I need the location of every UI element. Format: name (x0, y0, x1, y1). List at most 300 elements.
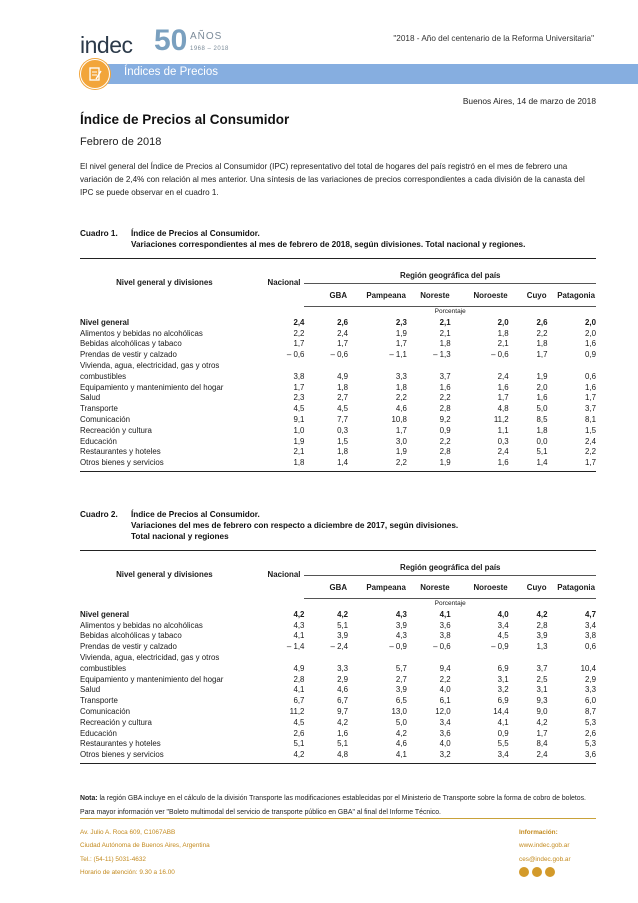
cell-value: 2,2 (293, 328, 305, 338)
col-noreste: Noreste (420, 290, 450, 300)
col-noroeste: Noroeste (473, 582, 508, 592)
cell-value (548, 361, 596, 372)
cell-value: 4,1 (348, 750, 407, 763)
cell-value: 0,9 (497, 728, 509, 738)
cell-value (451, 653, 509, 664)
cell-value: 3,4 (497, 620, 509, 630)
table-row (80, 458, 596, 471)
cell-value (451, 361, 509, 372)
footer-info-label: Información: (519, 829, 558, 836)
cell-value: 4,3 (293, 620, 305, 630)
cell-value: 2,1 (439, 328, 451, 338)
cell-value: 2,4 (293, 317, 305, 327)
cell-value: 3,8 (585, 631, 596, 641)
cell-value: 2,6 (536, 317, 548, 327)
cell-value: 1,8 (337, 382, 349, 392)
cell-value: 0,6 (585, 642, 596, 652)
cell-value: 3,7 (585, 404, 596, 414)
cell-value (348, 653, 407, 664)
cell-value: – 1,3 (433, 350, 451, 360)
cell-value: 2,2 (439, 393, 451, 403)
cell-value: 3,2 (497, 685, 509, 695)
table-row (80, 685, 596, 696)
banner-title: Índices de Precios (124, 66, 218, 78)
col-pampeana: Pampeana (366, 290, 406, 300)
cell-value: 7,7 (337, 414, 349, 424)
cell-value: 5,0 (536, 404, 548, 414)
cell-value: 0,6 (585, 371, 596, 381)
cell-value: 2,0 (585, 328, 596, 338)
cell-value: 3,8 (439, 631, 451, 641)
cell-value: 9,1 (293, 414, 305, 424)
row-label: Alimentos y bebidas no alcohólicas (80, 620, 203, 630)
cell-value: 6,5 (395, 696, 407, 706)
cuadro-2-number: Cuadro 2. (80, 510, 118, 519)
cell-value: 4,1 (439, 609, 451, 619)
cell-value: 4,2 (249, 750, 305, 763)
table-row (80, 404, 596, 415)
total-row (80, 318, 596, 329)
row-label: Prendas de vestir y calzado (80, 642, 177, 652)
cell-value: 2,4 (497, 447, 509, 457)
cell-value: 1,7 (293, 382, 305, 392)
cell-value: 2,8 (439, 447, 451, 457)
footer-web-link[interactable]: www.indec.gob.ar (519, 842, 570, 850)
cell-value: 4,8 (497, 404, 509, 414)
cell-value (304, 361, 348, 372)
cell-value: 10,8 (391, 414, 407, 424)
unit-label: Porcentaje (304, 307, 596, 318)
cell-value: – 1,4 (286, 642, 305, 652)
cuadro-1-caption (80, 228, 596, 250)
footer-email-link[interactable]: ces@indec.gob.ar (519, 855, 571, 863)
facebook-icon[interactable] (545, 867, 555, 877)
cell-value: 2,5 (536, 674, 548, 684)
cell-value: 2,4 (509, 750, 548, 763)
cuadro-2-body (80, 610, 596, 764)
cell-value: 2,1 (497, 339, 509, 349)
cell-value: 1,6 (497, 382, 509, 392)
cell-value: 3,9 (337, 631, 349, 641)
table-row (80, 631, 596, 642)
cell-value (509, 361, 548, 372)
cell-value: – 0,6 (491, 350, 509, 360)
cell-value: 1,6 (585, 339, 596, 349)
cell-value: 2,2 (536, 328, 548, 338)
cuadro-2 (80, 509, 596, 764)
cell-value: 6,1 (439, 696, 451, 706)
cell-value (548, 653, 596, 664)
cell-value: – 0,9 (491, 642, 509, 652)
cell-value: 2,1 (439, 317, 451, 327)
cell-value: 2,4 (497, 371, 509, 381)
row-label: Comunicación (80, 414, 130, 424)
row-label: Vivienda, agua, electricidad, gas y otros (80, 360, 220, 370)
cell-value: 3,3 (585, 685, 596, 695)
row-label: Nivel general (80, 317, 130, 327)
cell-value: – 2,4 (330, 642, 349, 652)
cuadro-1-body (80, 318, 596, 472)
cell-value: 9,2 (439, 414, 451, 424)
table-row (80, 653, 596, 664)
cell-value: 1,6 (585, 382, 596, 392)
cell-value: 2,2 (439, 674, 451, 684)
col-label-header: Nivel general y divisiones (80, 259, 249, 307)
cell-value: 3,7 (439, 371, 451, 381)
row-label: Educación (80, 728, 117, 738)
col-nacional-header: Nacional (249, 259, 305, 307)
cell-value: 8,1 (585, 414, 596, 424)
table-row (80, 718, 596, 729)
table-row (80, 707, 596, 718)
cell-value: 0,3 (497, 436, 509, 446)
cell-value: 2,1 (293, 447, 305, 457)
cell-value: 1,7 (337, 339, 349, 349)
cell-value: 1,8 (497, 328, 509, 338)
cell-value: 0,9 (439, 425, 451, 435)
cell-value: 4,5 (293, 717, 305, 727)
footer-address (80, 826, 210, 880)
cell-value: 8,5 (536, 414, 548, 424)
cuadro-1-title-line2: Variaciones correspondientes al mes de febrero de 2018, según divisiones. Total nacional y regiones. (131, 240, 526, 249)
cell-value: 1,8 (439, 339, 451, 349)
cell-value: 4,5 (337, 404, 349, 414)
cell-value: 11,2 (289, 706, 305, 716)
cell-value: 1,4 (509, 458, 548, 471)
cell-value: 3,4 (439, 717, 451, 727)
cell-value: 1,7 (536, 728, 548, 738)
cell-value: 1,6 (451, 458, 509, 471)
cell-value: – 0,9 (389, 642, 407, 652)
row-label: Otros bienes y servicios (80, 750, 249, 763)
cell-value: 5,1 (293, 739, 305, 749)
cell-value: 4,7 (585, 609, 596, 619)
table-row (80, 729, 596, 740)
cell-value: 11,2 (493, 414, 509, 424)
cell-value: 13,0 (391, 706, 407, 716)
cell-value: 3,3 (337, 663, 349, 673)
cell-value: – 0,6 (330, 350, 349, 360)
col-gba: GBA (329, 582, 348, 592)
row-label: Transporte (80, 696, 118, 706)
col-noroeste: Noroeste (473, 290, 508, 300)
cell-value: 1,9 (293, 436, 305, 446)
cell-value (348, 361, 407, 372)
cell-value (407, 361, 451, 372)
years-label: 1968 – 2018 (190, 46, 229, 52)
cuadro-2-table (80, 550, 596, 764)
cell-value: 3,4 (451, 750, 509, 763)
footer-address-line2: Ciudad Autónoma de Buenos Aires, Argentina (80, 842, 210, 850)
unit-label: Porcentaje (304, 599, 596, 610)
table-row (80, 415, 596, 426)
indec-logo[interactable]: indec (80, 32, 133, 58)
cuadro-1-number: Cuadro 1. (80, 229, 118, 238)
cell-value (407, 653, 451, 664)
cell-value: 2,8 (293, 674, 305, 684)
col-pampeana: Pampeana (366, 582, 406, 592)
cell-value: 1,6 (439, 382, 451, 392)
cuadro-1 (80, 228, 596, 472)
col-nacional-header: Nacional (249, 551, 305, 599)
cell-value: 1,7 (395, 425, 407, 435)
row-label: Salud (80, 685, 101, 695)
col-patagonia: Patagonia (557, 290, 595, 300)
cell-value: 1,4 (304, 458, 348, 471)
cell-value: 6,7 (337, 696, 349, 706)
cell-value: 2,4 (337, 328, 349, 338)
cell-value: 1,7 (585, 393, 596, 403)
cell-value: 2,0 (497, 317, 509, 327)
cell-value: 1,0 (293, 425, 305, 435)
cell-value: 4,2 (395, 728, 407, 738)
col-patagonia: Patagonia (557, 582, 595, 592)
cell-value: 2,2 (395, 393, 407, 403)
col-label-header: Nivel general y divisiones (80, 551, 249, 599)
row-label: Restaurantes y hoteles (80, 739, 161, 749)
cuadro-2-title-line3: Total nacional y regiones (131, 532, 229, 541)
cell-value: 2,6 (585, 728, 596, 738)
cell-value: 1,3 (536, 642, 548, 652)
cell-value: 5,5 (497, 739, 509, 749)
table-row (80, 383, 596, 394)
cell-value: 8,4 (536, 739, 548, 749)
row-label: Alimentos y bebidas no alcohólicas (80, 328, 203, 338)
cell-value: 6,9 (497, 663, 509, 673)
table-row (80, 447, 596, 458)
cell-value: 4,9 (337, 371, 349, 381)
table-row (80, 437, 596, 448)
table-row (80, 664, 596, 675)
table-row (80, 361, 596, 372)
cell-value: 2,6 (293, 728, 305, 738)
table-row (80, 739, 596, 750)
cell-value: 4,5 (293, 404, 305, 414)
footnote (80, 792, 596, 820)
row-label: combustibles (80, 663, 127, 673)
table-row (80, 372, 596, 383)
col-region-header: Región geográfica del país (304, 259, 596, 284)
cell-value: 5,7 (395, 663, 407, 673)
cell-value: 3,0 (395, 436, 407, 446)
cell-value: 4,0 (439, 685, 451, 695)
cell-value: 5,3 (585, 739, 596, 749)
table-row (80, 350, 596, 361)
cell-value: 6,0 (585, 696, 596, 706)
cell-value: 4,6 (337, 685, 349, 695)
cell-value: 1,8 (395, 382, 407, 392)
cell-value: 10,4 (580, 663, 596, 673)
page-title: Índice de Precios al Consumidor (80, 112, 290, 127)
cell-value: – 0,6 (433, 642, 451, 652)
cell-value: 3,8 (293, 371, 305, 381)
table-row (80, 675, 596, 686)
cell-value: 4,0 (497, 609, 509, 619)
cell-value: 3,9 (536, 631, 548, 641)
cell-value: 12,0 (435, 706, 451, 716)
report-date: Buenos Aires, 14 de marzo de 2018 (462, 96, 596, 106)
row-label: Nivel general (80, 609, 130, 619)
footer-address-line1: Av. Julio A. Roca 609, C1067ABB (80, 829, 176, 836)
cuadro-2-title-line1: Índice de Precios al Consumidor. (131, 510, 260, 519)
intro-paragraph: El nivel general del Índice de Precios al Consumidor (IPC) representativo del total de hogares del país registró en el mes de febrero una variación de 2,4% con relación al mes anterior. Una síntesis de las variaciones de precios correspondientes a cada división de la canasta del IPC se puede observar en el cuadro 1. (80, 162, 585, 197)
table-row (80, 329, 596, 340)
table-row (80, 426, 596, 437)
twitter-icon[interactable] (519, 867, 529, 877)
cell-value: 5,0 (395, 717, 407, 727)
cell-value: 5,1 (337, 739, 349, 749)
row-label: Equipamiento y mantenimiento del hogar (80, 382, 224, 392)
cell-value: 3,1 (536, 685, 548, 695)
cell-value: 2,4 (585, 436, 596, 446)
cell-value: 3,7 (536, 663, 548, 673)
cell-value: 2,9 (337, 674, 349, 684)
cell-value: 3,1 (497, 674, 509, 684)
cell-value (304, 653, 348, 664)
table-row (80, 339, 596, 350)
cell-value: 3,9 (395, 620, 407, 630)
cuadro-2-caption (80, 509, 596, 542)
cell-value: 1,8 (536, 425, 548, 435)
cell-value: 6,7 (293, 696, 305, 706)
cell-value: 4,2 (293, 609, 305, 619)
cell-value: 1,7 (536, 350, 548, 360)
row-label: Salud (80, 393, 101, 403)
cell-value: 2,9 (585, 674, 596, 684)
header (80, 24, 594, 60)
cell-value: 1,7 (497, 393, 509, 403)
row-label: Vivienda, agua, electricidad, gas y otros (80, 652, 220, 662)
footer-phone: Tel.: (54-11) 5031-4632 (80, 855, 146, 863)
cell-value: 1,7 (395, 339, 407, 349)
total-row (80, 610, 596, 621)
footer-hours: Horario de atención: 9.30 a 16.00 (80, 869, 175, 877)
cell-value: 0,3 (337, 425, 349, 435)
table-row (80, 696, 596, 707)
cell-value: 1,8 (337, 447, 349, 457)
row-label: Otros bienes y servicios (80, 458, 249, 471)
cell-value: 4,8 (304, 750, 348, 763)
footer-info (519, 826, 571, 877)
row-label: Equipamiento y mantenimiento del hogar (80, 674, 224, 684)
table-row (80, 642, 596, 653)
flickr-icon[interactable] (532, 867, 542, 877)
cell-value: 3,2 (407, 750, 451, 763)
row-label: Recreación y cultura (80, 425, 152, 435)
cell-value: 4,9 (293, 663, 305, 673)
cell-value: 4,1 (293, 631, 305, 641)
cell-value: 1,8 (249, 458, 305, 471)
cell-value: 4,2 (536, 717, 548, 727)
cell-value: 2,0 (585, 317, 596, 327)
fifty-years-logo: 50 (154, 24, 188, 57)
cell-value: 1,6 (337, 728, 349, 738)
social-links (519, 867, 571, 877)
cell-value: 1,1 (497, 425, 509, 435)
cell-value: 2,6 (337, 317, 349, 327)
cell-value: 5,1 (337, 620, 349, 630)
cell-value: 2,3 (395, 317, 407, 327)
table-row (80, 621, 596, 632)
cell-value: 5,3 (585, 717, 596, 727)
footnote-label: Nota: (80, 795, 98, 802)
cell-value: 2,2 (439, 436, 451, 446)
cell-value: 3,6 (548, 750, 596, 763)
footer-divider (80, 818, 596, 819)
cell-value: 2,8 (536, 620, 548, 630)
cell-value: 3,6 (439, 728, 451, 738)
cell-value: 2,2 (585, 447, 596, 457)
cell-value: 1,7 (293, 339, 305, 349)
row-label: Bebidas alcohólicas y tabaco (80, 339, 182, 349)
cell-value: – 0,6 (286, 350, 305, 360)
cell-value: 1,7 (548, 458, 596, 471)
cell-value: 4,2 (536, 609, 548, 619)
cell-value: 1,8 (536, 339, 548, 349)
cell-value: – 1,1 (389, 350, 407, 360)
col-gba: GBA (329, 290, 348, 300)
cell-value: 4,6 (395, 404, 407, 414)
notepad-icon (80, 59, 110, 89)
cell-value: 1,9 (395, 328, 407, 338)
cell-value: 1,9 (536, 371, 548, 381)
cell-value: 1,5 (585, 425, 596, 435)
cell-value: 3,4 (585, 620, 596, 630)
cell-value: 6,9 (497, 696, 509, 706)
table-row (80, 750, 596, 763)
cell-value: 2,3 (293, 393, 305, 403)
cell-value: 14,4 (493, 706, 509, 716)
cell-value: 3,9 (395, 685, 407, 695)
motto: "2018 - Año del centenario de la Reforma Universitaria" (393, 34, 594, 43)
cell-value: 2,2 (348, 458, 407, 471)
cuadro-1-table (80, 258, 596, 472)
row-label: Comunicación (80, 706, 130, 716)
cell-value: 1,9 (407, 458, 451, 471)
row-label: Educación (80, 436, 117, 446)
cell-value: 4,0 (439, 739, 451, 749)
cell-value: 4,6 (395, 739, 407, 749)
row-label: Restaurantes y hoteles (80, 447, 161, 457)
cell-value: 4,1 (497, 717, 509, 727)
cell-value (249, 361, 305, 372)
row-label: Bebidas alcohólicas y tabaco (80, 631, 182, 641)
row-label: combustibles (80, 371, 127, 381)
cell-value: 4,2 (337, 717, 349, 727)
footnote-text: la región GBA incluye en el cálculo de la división Transporte las modificaciones establecidas por el Ministerio de Transporte sobre la forma de cobro de boletos. Para mayor información ver "Boleto multimodal del servicio de transporte público en GBA" al final del Informe Técnico. (80, 795, 586, 816)
cell-value: 3,6 (439, 620, 451, 630)
cell-value: 2,7 (337, 393, 349, 403)
col-noreste: Noreste (420, 582, 450, 592)
cell-value: 1,5 (337, 436, 349, 446)
cell-value: 5,1 (536, 447, 548, 457)
cell-value: 4,5 (497, 631, 509, 641)
page-subtitle: Febrero de 2018 (80, 136, 162, 148)
cell-value: 3,3 (395, 371, 407, 381)
cell-value: 8,7 (585, 706, 596, 716)
cell-value: 2,0 (536, 382, 548, 392)
cell-value: 9,7 (337, 706, 349, 716)
cell-value: 9,3 (536, 696, 548, 706)
row-label: Transporte (80, 404, 118, 414)
cuadro-1-title-line1: Índice de Precios al Consumidor. (131, 229, 260, 238)
anos-label: AÑOS (190, 31, 223, 42)
cuadro-2-title-line2: Variaciones del mes de febrero con respecto a diciembre de 2017, según divisiones. (131, 521, 459, 530)
row-label: Recreación y cultura (80, 717, 152, 727)
section-banner (80, 59, 638, 89)
cell-value: 4,3 (395, 609, 407, 619)
cell-value: 2,8 (439, 404, 451, 414)
